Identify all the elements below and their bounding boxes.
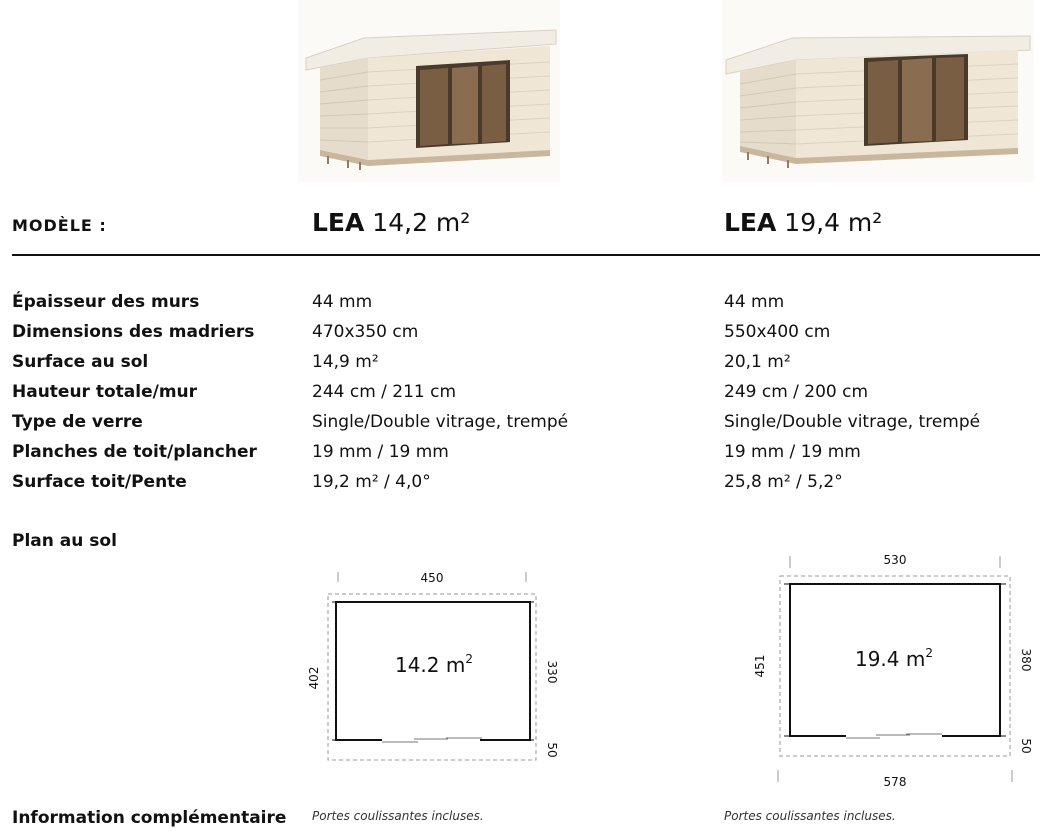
product-image-lea-19: [722, 0, 1034, 182]
plan-dim-top: 530: [883, 553, 907, 567]
spec-value: 44 mm: [312, 292, 373, 312]
spec-value: 25,8 m² / 5,2°: [724, 472, 843, 492]
plan-title: Plan au sol: [12, 531, 117, 551]
plan-area-lea-14: 14.2 $m^2$: [394, 652, 474, 677]
model-name-lea-14: LEA 14,2 m²: [312, 208, 471, 237]
spec-value: 44 mm: [724, 292, 785, 312]
info-label: Information complémentaire: [12, 808, 287, 828]
plan-area-lea-19: 19.4 $m^2$: [854, 646, 934, 671]
plan-dim-right: 380: [1019, 648, 1033, 672]
spec-label-log-dimensions: Dimensions des madriers: [12, 322, 255, 342]
info-value-lea-19: Portes coulissantes incluses.: [724, 809, 896, 823]
spec-value: Single/Double vitrage, trempé: [724, 412, 981, 432]
info-value-lea-14: Portes coulissantes incluses.: [312, 809, 484, 823]
spec-value: 19 mm / 19 mm: [312, 442, 449, 462]
spec-value: 249 cm / 200 cm: [724, 382, 869, 402]
spec-labels: [12, 287, 257, 497]
spec-label-boards: Planches de toit/plancher: [12, 442, 257, 462]
model-name-lea-19: LEA 19,4 m²: [724, 208, 883, 237]
plan-dim-right-small: 50: [1019, 738, 1033, 754]
spec-value: 19 mm / 19 mm: [724, 442, 861, 462]
plan-dim-left: 451: [753, 654, 767, 678]
plan-dim-right-small: 50: [545, 742, 559, 758]
plan-dim-top: 450: [420, 571, 444, 585]
spec-label-floor-area: Surface au sol: [12, 352, 149, 372]
spec-label-roof: Surface toit/Pente: [12, 472, 187, 492]
plan-dim-bottom: 578: [883, 775, 907, 789]
floor-plan-lea-19: [750, 548, 1040, 794]
spec-value: Single/Double vitrage, trempé: [312, 412, 569, 432]
plan-dim-right: 330: [545, 660, 559, 684]
spec-value: 19,2 m² / 4,0°: [312, 472, 431, 492]
spec-value: 14,9 m²: [312, 352, 379, 372]
spec-value: 244 cm / 211 cm: [312, 382, 457, 402]
header-divider: [12, 254, 1040, 256]
model-label: MODÈLE :: [12, 216, 107, 235]
floor-plan-lea-14: [300, 562, 560, 772]
spec-value: 550x400 cm: [724, 322, 831, 342]
spec-values-lea-14: [312, 287, 568, 497]
spec-label-glass-type: Type de verre: [12, 412, 143, 432]
product-image-lea-14: [298, 0, 560, 182]
plan-dim-left: 402: [307, 666, 321, 690]
spec-values-lea-19: [724, 287, 980, 497]
spec-value: 470x350 cm: [312, 322, 419, 342]
spec-value: 20,1 m²: [724, 352, 791, 372]
spec-label-height: Hauteur totale/mur: [12, 382, 198, 402]
spec-label-wall-thickness: Épaisseur des murs: [12, 292, 200, 312]
